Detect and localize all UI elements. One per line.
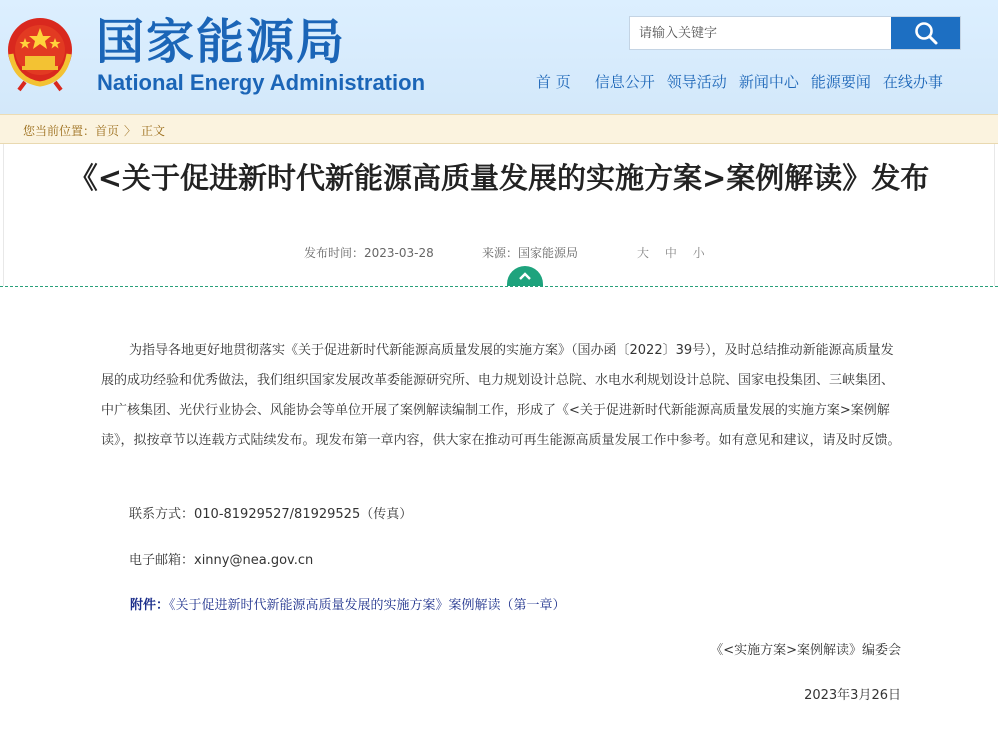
nav-leadership[interactable]: 领导活动 [666, 73, 727, 91]
breadcrumb-bar [0, 114, 998, 144]
publish-label: 发布时间： [304, 246, 365, 260]
font-size-medium[interactable]: 中 [664, 246, 677, 260]
publish-date: 2023-03-28 [364, 246, 434, 260]
site-name-en: National Energy Administration [97, 70, 426, 95]
nav-info-disclosure[interactable]: 信息公开 [594, 73, 655, 91]
source-info [482, 244, 578, 261]
body-paragraph: 为指导各地更好地贯彻落实《关于促进新时代新能源高质量发展的实施方案》（国办函〔2022〕39号），及时总结推动新能源高质量发展的成功经验和优秀做法，我们组织国家发展改革委能源研究所、电力规划设计总院、水电水利规划设计总院、国家电投集团、三峡集团、中广核集团、光伏行业协会、风能协会等单位开展了案例解读编制工作，形成了《<关于促进新时代新能源高质量发展的实施方案>案例解读》，拟按章节以连载方式陆续发布。现发布第一章内容，供大家在推动可再生能源高质量发展工作中参考。如有意见和建议，请及时反馈。 [101, 343, 901, 448]
site-header [0, 0, 998, 114]
site-name-cn: 国家能源局 [96, 14, 347, 70]
publish-info [304, 244, 434, 261]
email-info: 电子邮箱：xinny@nea.gov.cn [129, 553, 314, 568]
search-input[interactable] [630, 17, 892, 49]
signature-date: 2023年3月26日 [804, 688, 901, 703]
attachment [130, 594, 566, 613]
article-title: 《<关于促进新时代新能源高质量发展的实施方案>案例解读》发布 [68, 161, 930, 195]
search-box [629, 16, 961, 50]
search-button[interactable] [891, 17, 960, 49]
font-size-small[interactable]: 小 [692, 246, 705, 260]
signature: 《<实施方案>案例解读》编委会 [710, 643, 901, 658]
breadcrumb-prefix: 您当前位置： [23, 124, 96, 138]
article-meta [0, 244, 998, 262]
breadcrumb-separator: 〉 [124, 124, 137, 138]
chevron-up-icon [518, 271, 532, 281]
breadcrumb [23, 122, 165, 139]
attachment-label: 附件： [130, 598, 170, 613]
search-icon [913, 20, 939, 46]
font-size-large[interactable]: 大 [637, 246, 650, 260]
nav-news-center[interactable]: 新闻中心 [738, 73, 799, 91]
article-body [101, 336, 901, 456]
source-label: 来源： [482, 246, 519, 260]
attachment-link[interactable]: 《关于促进新时代新能源高质量发展的实施方案》案例解读（第一章） [169, 598, 566, 613]
main-nav [536, 70, 943, 94]
breadcrumb-home[interactable]: 首页 [95, 124, 120, 138]
source-value: 国家能源局 [518, 246, 579, 260]
breadcrumb-current: 正文 [141, 124, 166, 138]
contact-info: 联系方式：010-81929527/81929525（传真） [129, 507, 413, 522]
national-emblem-icon [5, 14, 75, 92]
nav-energy-news[interactable]: 能源要闻 [810, 73, 871, 91]
header-divider [0, 286, 998, 287]
nav-online-services[interactable]: 在线办事 [882, 73, 943, 91]
nav-home[interactable]: 首 页 [536, 73, 571, 91]
font-size-controls [637, 244, 717, 261]
